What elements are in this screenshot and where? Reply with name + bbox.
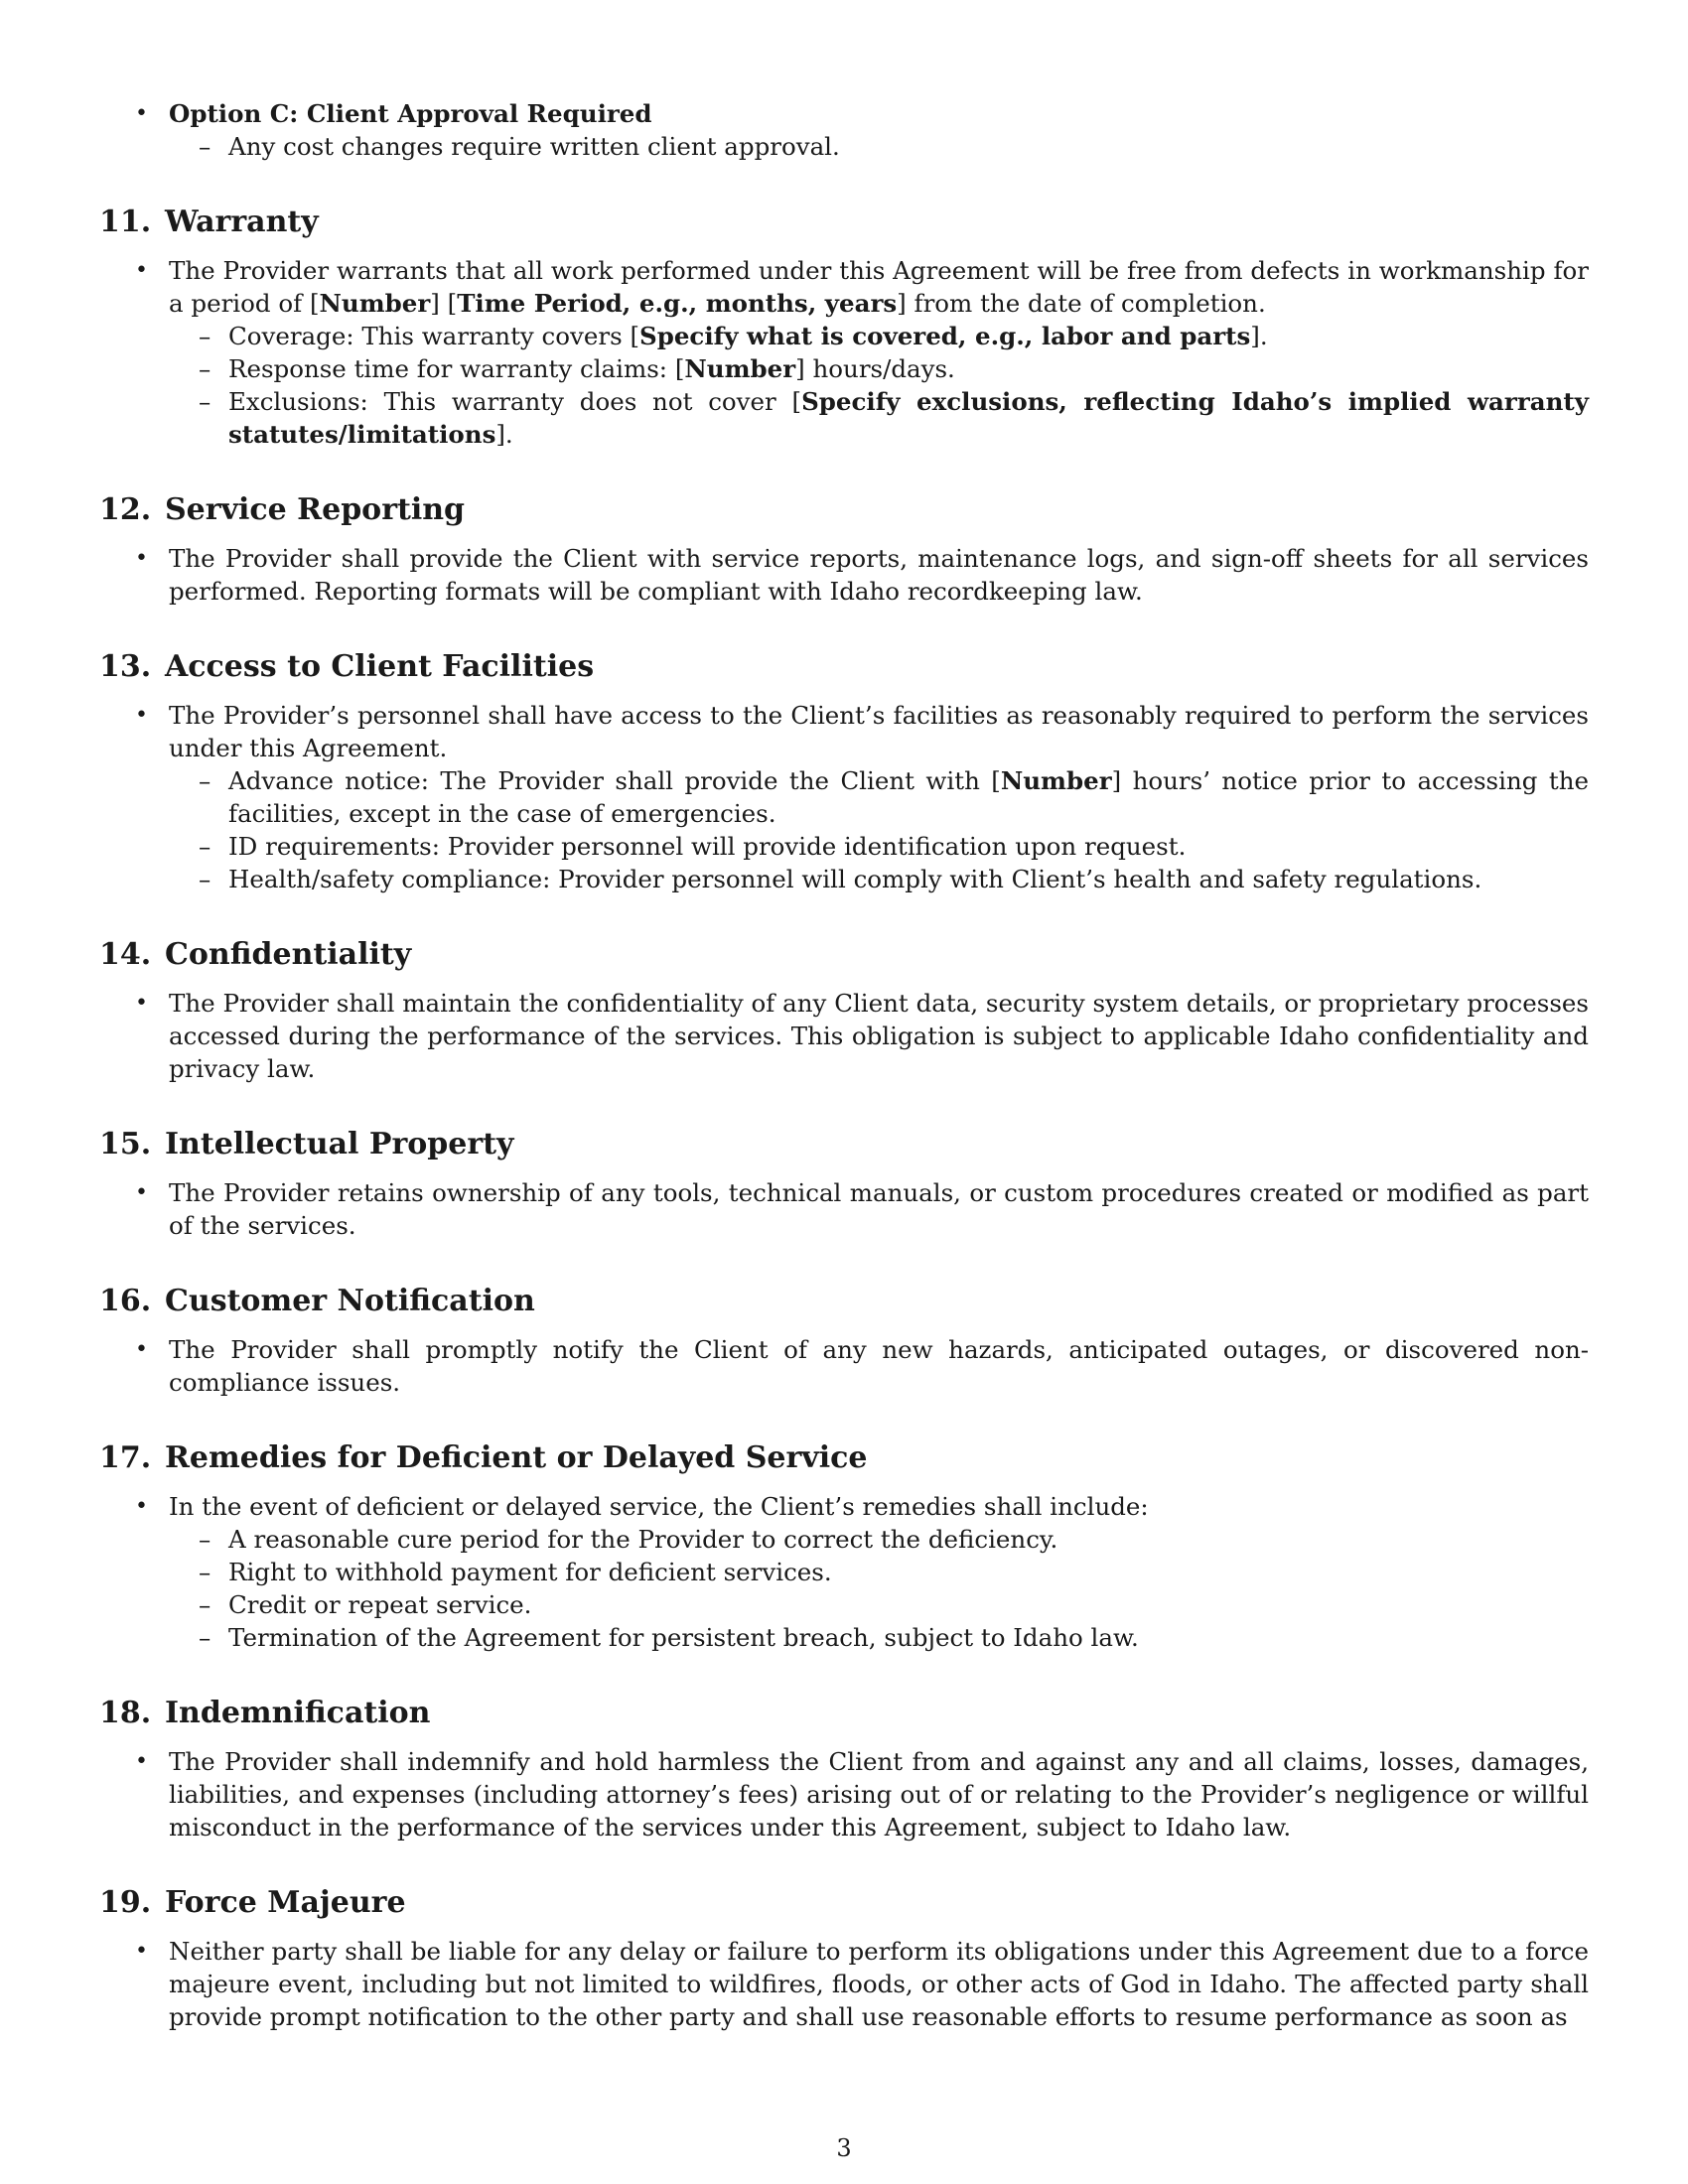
section-heading: 17. Remedies for Deficient or Delayed Service	[99, 1440, 868, 1475]
section-indemnification	[99, 1694, 1589, 1843]
section-heading: 16. Customer Notification	[99, 1284, 535, 1318]
list-item: – Any cost changes require written client approval.	[169, 130, 1589, 163]
list-item: • The Provider warrants that all work performed under this Agreement will be free from defects in workmanship for a period of [Number] [Time Period, e.g., months, years] from the date of completion. – Coverage: This warranty covers [Specify what is covered, e.g., labor and parts]. – Response time for warranty claims: [Number] hours/days. – Exclusions: This warranty does not cover [Specify exclusions, reflecting Idaho’s implied warranty statutes/limitations].	[99, 254, 1589, 451]
section-service-reporting	[99, 490, 1589, 608]
section-heading: 14. Confidentiality	[99, 937, 412, 972]
list-item: – ID requirements: Provider personnel will provide identification upon request.	[169, 830, 1589, 863]
section-customer-notification	[99, 1282, 1589, 1399]
list-item: • In the event of deficient or delayed service, the Client’s remedies shall include: – A reasonable cure period for the Provider to correct the deficiency. – Right to withhold payment for deficient services. – Credit or repeat service. – Termination of the Agreement for persistent breach, subject to Idaho law.	[99, 1490, 1589, 1654]
list-item: • The Provider shall provide the Client with service reports, maintenance logs, and sign-off sheets for all services performed. Reporting formats will be compliant with Idaho recordkeeping law.	[99, 542, 1589, 608]
list-item: • The Provider shall indemnify and hold harmless the Client from and against any and all claims, losses, damages, liabilities, and expenses (including attorney’s fees) arising out of or relating to the Provider’s negligence or willful misconduct in the performance of the services under this Agreement, subject to Idaho law.	[99, 1745, 1589, 1843]
list-item: – Right to withhold payment for deficient services.	[169, 1556, 1589, 1588]
list-item: • The Provider’s personnel shall have access to the Client’s facilities as reasonably required to perform the services under this Agreement. – Advance notice: The Provider shall provide the Client with [Number] hours’ notice prior to accessing the facilities, except in the case of emergencies. – ID requirements: Provider personnel will provide identification upon request. – Health/safety compliance: Provider personnel will comply with Client’s health and safety regulations.	[99, 699, 1589, 895]
list-item: – Health/safety compliance: Provider personnel will comply with Client’s health and safety regulations.	[169, 863, 1589, 895]
section-force-majeure	[99, 1883, 1589, 2033]
list-item: – Termination of the Agreement for persistent breach, subject to Idaho law.	[169, 1621, 1589, 1654]
list-item: – Exclusions: This warranty does not cover [Specify exclusions, reflecting Idaho’s implied warranty statutes/limitations].	[169, 385, 1589, 451]
document-page	[99, 97, 1589, 2033]
section-heading: 11. Warranty	[99, 205, 319, 239]
list-item: • The Provider shall promptly notify the Client of any new hazards, anticipated outages, or discovered non-compliance issues.	[99, 1333, 1589, 1399]
option-c-list	[99, 97, 1589, 163]
list-item	[99, 97, 1589, 163]
section-remedies	[99, 1438, 1589, 1654]
section-heading: 18. Indemnification	[99, 1696, 431, 1730]
list-item: – Advance notice: The Provider shall provide the Client with [Number] hours’ notice prior to accessing the facilities, except in the case of emergencies.	[169, 764, 1589, 830]
list-item: • Neither party shall be liable for any delay or failure to perform its obligations under this Agreement due to a force majeure event, including but not limited to wildfires, floods, or other acts of God in Idaho. The affected party shall provide prompt notification to the other party and shall use reasonable efforts to resume performance as soon as	[99, 1935, 1589, 2033]
option-c-title: Option C: Client Approval Required	[169, 99, 652, 128]
section-heading: 12. Service Reporting	[99, 492, 466, 527]
section-heading: 13. Access to Client Facilities	[99, 649, 595, 684]
section-heading: 15. Intellectual Property	[99, 1127, 514, 1161]
list-item: – A reasonable cure period for the Provider to correct the deficiency.	[169, 1523, 1589, 1556]
list-item: • The Provider retains ownership of any tools, technical manuals, or custom procedures created or modified as part of the services.	[99, 1176, 1589, 1242]
list-item: – Response time for warranty claims: [Number] hours/days.	[169, 352, 1589, 385]
list-item: – Credit or repeat service.	[169, 1588, 1589, 1621]
section-intellectual-property	[99, 1125, 1589, 1242]
list-item: • The Provider shall maintain the confidentiality of any Client data, security system details, or proprietary processes accessed during the performance of the services. This obligation is subject to applicable Idaho confidentiality and privacy law.	[99, 987, 1589, 1085]
section-access-to-client-facilities	[99, 647, 1589, 895]
page-number: 3	[836, 2134, 852, 2162]
section-warranty	[99, 203, 1589, 451]
list-item: – Coverage: This warranty covers [Specify what is covered, e.g., labor and parts].	[169, 320, 1589, 352]
section-heading: 19. Force Majeure	[99, 1885, 406, 1920]
section-confidentiality	[99, 935, 1589, 1085]
